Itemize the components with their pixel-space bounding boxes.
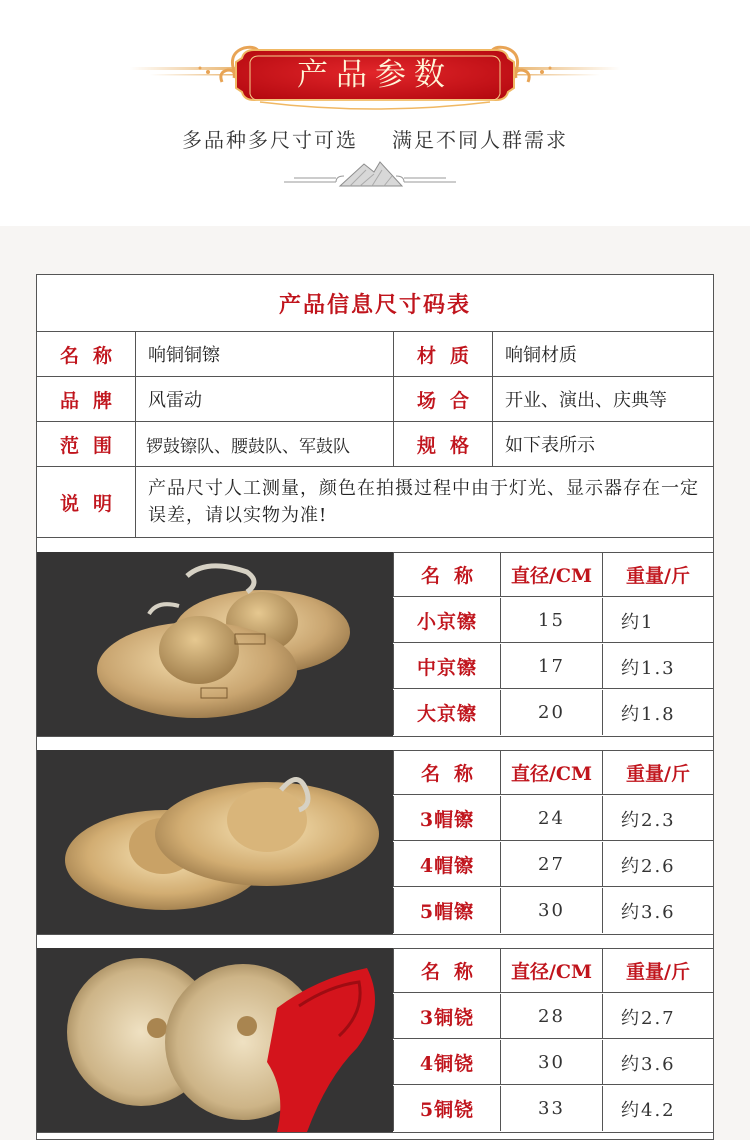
value-material: 响铜材质 <box>493 332 713 377</box>
header-weight: 重量/斤 <box>602 750 713 795</box>
product-diameter: 33 <box>500 1086 602 1131</box>
product-block-hat <box>37 750 713 934</box>
product-name: 4帽镲 <box>393 842 500 887</box>
header-diameter: 直径/CM <box>500 552 602 597</box>
table-row <box>393 598 713 643</box>
product-diameter: 28 <box>500 994 602 1039</box>
block-separator <box>37 1132 713 1133</box>
product-block-jing <box>37 552 713 736</box>
product-weight: 约3.6 <box>602 888 713 933</box>
table-row <box>393 1040 713 1085</box>
product-diameter: 30 <box>500 888 602 933</box>
product-weight: 约4.2 <box>602 1086 713 1131</box>
hat-cymbal-photo <box>37 750 393 934</box>
product-weight: 约3.6 <box>602 1040 713 1085</box>
label-occasion: 场合 <box>394 377 493 422</box>
header-diameter: 直径/CM <box>500 948 602 993</box>
header-section <box>0 0 750 226</box>
product-diameter: 30 <box>500 1040 602 1085</box>
label-name: 名称 <box>37 332 136 377</box>
product-diameter: 24 <box>500 796 602 841</box>
product-name: 5铜铙 <box>393 1086 500 1131</box>
value-brand: 风雷动 <box>136 377 394 422</box>
header-name: 名称 <box>393 552 500 597</box>
product-info-table <box>36 274 714 1140</box>
table-row <box>393 994 713 1039</box>
product-diameter: 20 <box>500 690 602 735</box>
size-header-row <box>393 948 713 993</box>
subtitle-left: 多品种多尺寸可选 <box>182 128 358 152</box>
product-name: 中京镲 <box>393 644 500 689</box>
header-weight: 重量/斤 <box>602 552 713 597</box>
label-note: 说明 <box>37 467 136 538</box>
product-diameter: 17 <box>500 644 602 689</box>
page-subtitle <box>0 124 750 156</box>
header-weight: 重量/斤 <box>602 948 713 993</box>
product-name: 4铜铙 <box>393 1040 500 1085</box>
page-title: 产品参数 <box>297 57 453 93</box>
product-name: 大京镲 <box>393 690 500 735</box>
value-scope: 锣鼓镲队、腰鼓队、军鼓队 <box>136 422 394 467</box>
product-weight: 约2.3 <box>602 796 713 841</box>
header-name: 名称 <box>393 750 500 795</box>
value-name: 响铜铜镲 <box>136 332 394 377</box>
mountain-divider-icon <box>280 156 460 192</box>
subtitle-right: 满足不同人群需求 <box>392 128 568 152</box>
table-row <box>393 796 713 841</box>
value-occasion: 开业、演出、庆典等 <box>493 377 713 422</box>
block-separator <box>37 736 713 737</box>
product-weight: 约2.6 <box>602 842 713 887</box>
label-brand: 品牌 <box>37 377 136 422</box>
label-spec: 规格 <box>394 422 493 467</box>
copper-cymbal-photo <box>37 948 393 1132</box>
size-header-row <box>393 552 713 597</box>
product-weight: 约1 <box>602 598 713 643</box>
table-row <box>393 842 713 887</box>
value-spec: 如下表所示 <box>493 422 713 467</box>
product-diameter: 15 <box>500 598 602 643</box>
size-header-row <box>393 750 713 795</box>
product-name: 小京镲 <box>393 598 500 643</box>
product-weight: 约1.8 <box>602 690 713 735</box>
product-weight: 约1.3 <box>602 644 713 689</box>
block-separator <box>37 934 713 935</box>
product-diameter: 27 <box>500 842 602 887</box>
table-row <box>393 1086 713 1131</box>
header-name: 名称 <box>393 948 500 993</box>
jing-cymbal-photo <box>37 552 393 736</box>
product-weight: 约2.7 <box>602 994 713 1039</box>
header-diameter: 直径/CM <box>500 750 602 795</box>
value-note: 产品尺寸人工测量，颜色在拍摄过程中由于灯光、显示器存在一定误差，请以实物为准! <box>136 467 713 538</box>
product-name: 5帽镲 <box>393 888 500 933</box>
product-block-copper <box>37 948 713 1132</box>
table-title: 产品信息尺寸码表 <box>37 275 713 332</box>
label-material: 材质 <box>394 332 493 377</box>
table-row <box>393 644 713 689</box>
label-scope: 范围 <box>37 422 136 467</box>
product-name: 3铜铙 <box>393 994 500 1039</box>
table-row <box>393 888 713 933</box>
table-row <box>393 690 713 735</box>
product-name: 3帽镲 <box>393 796 500 841</box>
